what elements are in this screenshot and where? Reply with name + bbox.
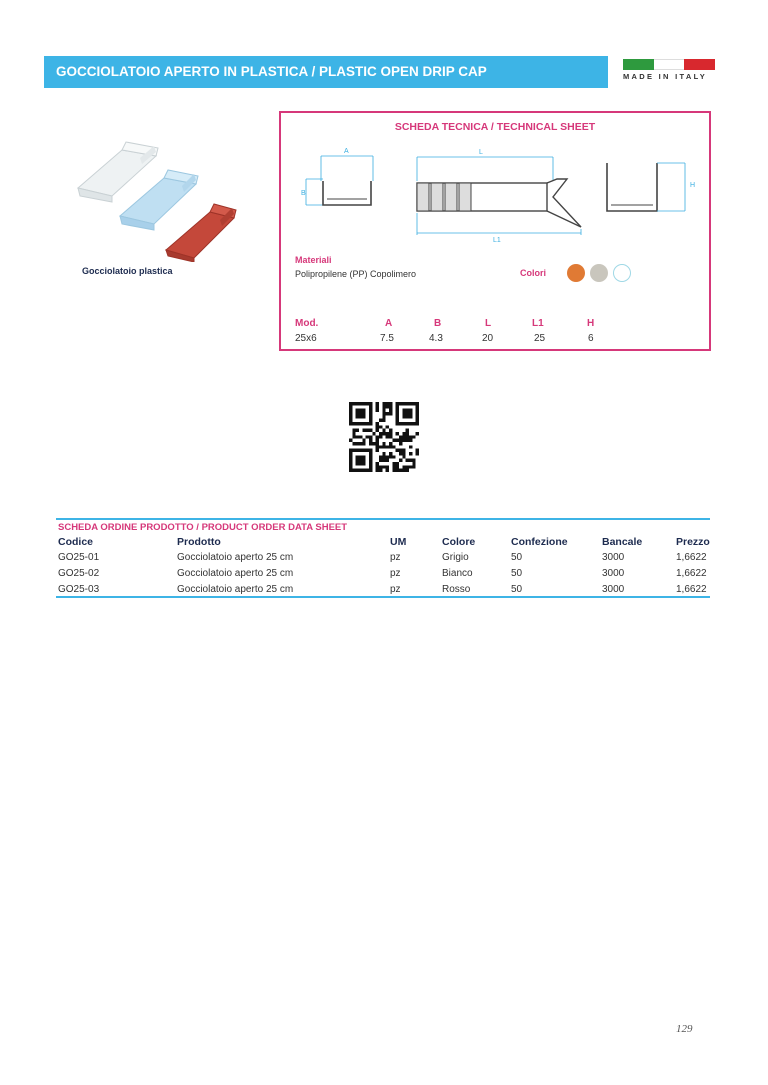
cell-unit: pz xyxy=(390,552,401,563)
cell-color: Rosso xyxy=(442,584,471,595)
cell-package: 50 xyxy=(511,552,523,563)
dim-header-b: B xyxy=(434,318,442,329)
italian-flag-icon xyxy=(623,59,715,70)
materials-label: Materiali xyxy=(295,255,332,265)
dim-value-h: 6 xyxy=(588,333,594,344)
side-view-drawing xyxy=(417,149,581,244)
dimension-label-b: B xyxy=(301,190,306,197)
cell-price: 1,6622 xyxy=(676,568,707,579)
dim-value-mod: 25x6 xyxy=(295,333,317,344)
red-drip-cap-image xyxy=(166,204,236,262)
dim-value-l: 20 xyxy=(482,333,494,344)
dim-header-h: H xyxy=(587,318,595,329)
color-swatch-white xyxy=(613,264,631,282)
cell-package: 50 xyxy=(511,568,523,579)
flag-white-stripe xyxy=(654,59,685,70)
color-swatch-grey xyxy=(590,264,608,282)
cell-code: GO25-01 xyxy=(58,552,100,563)
dimension-label-l: L xyxy=(479,149,483,156)
order-sheet-top-rule xyxy=(56,518,710,520)
blue-drip-cap-image xyxy=(120,170,198,230)
order-sheet-bottom-rule xyxy=(56,596,710,598)
cell-product: Gocciolatoio aperto 25 cm xyxy=(177,584,294,595)
dim-header-l: L xyxy=(485,318,492,329)
cell-code: GO25-02 xyxy=(58,568,100,579)
cell-product: Gocciolatoio aperto 25 cm xyxy=(177,568,294,579)
cell-pallet: 3000 xyxy=(602,584,625,595)
product-photo xyxy=(70,138,240,262)
dimension-label-a: A xyxy=(344,148,349,155)
page-title-bar xyxy=(44,56,608,88)
column-header-unit: UM xyxy=(390,536,407,548)
cell-product: Gocciolatoio aperto 25 cm xyxy=(177,552,294,563)
cell-code: GO25-03 xyxy=(58,584,100,595)
dim-value-b: 4.3 xyxy=(429,333,443,344)
page-title: GOCCIOLATOIO APERTO IN PLASTICA / PLASTIC OPEN DRIP CAP xyxy=(56,64,487,79)
cell-pallet: 3000 xyxy=(602,568,625,579)
profile-view-drawing xyxy=(301,148,373,205)
materials-value: Polipropilene (PP) Copolimero xyxy=(295,269,417,279)
flag-green-stripe xyxy=(623,59,654,70)
cell-price: 1,6622 xyxy=(676,584,707,595)
page-number: 129 xyxy=(676,1023,693,1035)
order-sheet-title: SCHEDA ORDINE PRODOTTO / PRODUCT ORDER DATA SHEET xyxy=(58,522,348,533)
dimension-label-l1: L1 xyxy=(493,237,501,244)
technical-sheet-title: SCHEDA TECNICA / TECHNICAL SHEET xyxy=(394,121,596,133)
cell-unit: pz xyxy=(390,584,401,595)
cell-pallet: 3000 xyxy=(602,552,625,563)
column-header-color: Colore xyxy=(442,536,476,548)
column-header-price: Prezzo xyxy=(676,536,710,548)
made-in-italy-badge: MADE IN ITALY xyxy=(623,72,708,81)
dim-header-a: A xyxy=(385,318,393,329)
technical-drawing xyxy=(281,141,709,251)
column-header-code: Codice xyxy=(58,536,94,548)
end-view-drawing xyxy=(607,163,695,211)
technical-sheet-box xyxy=(279,111,711,351)
color-swatch-orange xyxy=(567,264,585,282)
cell-package: 50 xyxy=(511,584,523,595)
dim-header-mod: Mod. xyxy=(295,318,319,329)
qr-code-icon[interactable] xyxy=(349,402,419,472)
cell-price: 1,6622 xyxy=(676,552,707,563)
dim-value-a: 7.5 xyxy=(380,333,394,344)
cell-unit: pz xyxy=(390,568,401,579)
cell-color: Bianco xyxy=(442,568,473,579)
column-header-package: Confezione xyxy=(511,536,568,548)
column-header-pallet: Bancale xyxy=(602,536,643,548)
dimension-label-h: H xyxy=(690,182,696,189)
flag-red-stripe xyxy=(684,59,715,70)
product-caption: Gocciolatoio plastica xyxy=(82,266,173,276)
column-header-product: Prodotto xyxy=(177,536,221,548)
cell-color: Grigio xyxy=(442,552,469,563)
dim-value-l1: 25 xyxy=(534,333,546,344)
colors-label: Colori xyxy=(520,268,546,278)
dim-header-l1: L1 xyxy=(532,318,544,329)
